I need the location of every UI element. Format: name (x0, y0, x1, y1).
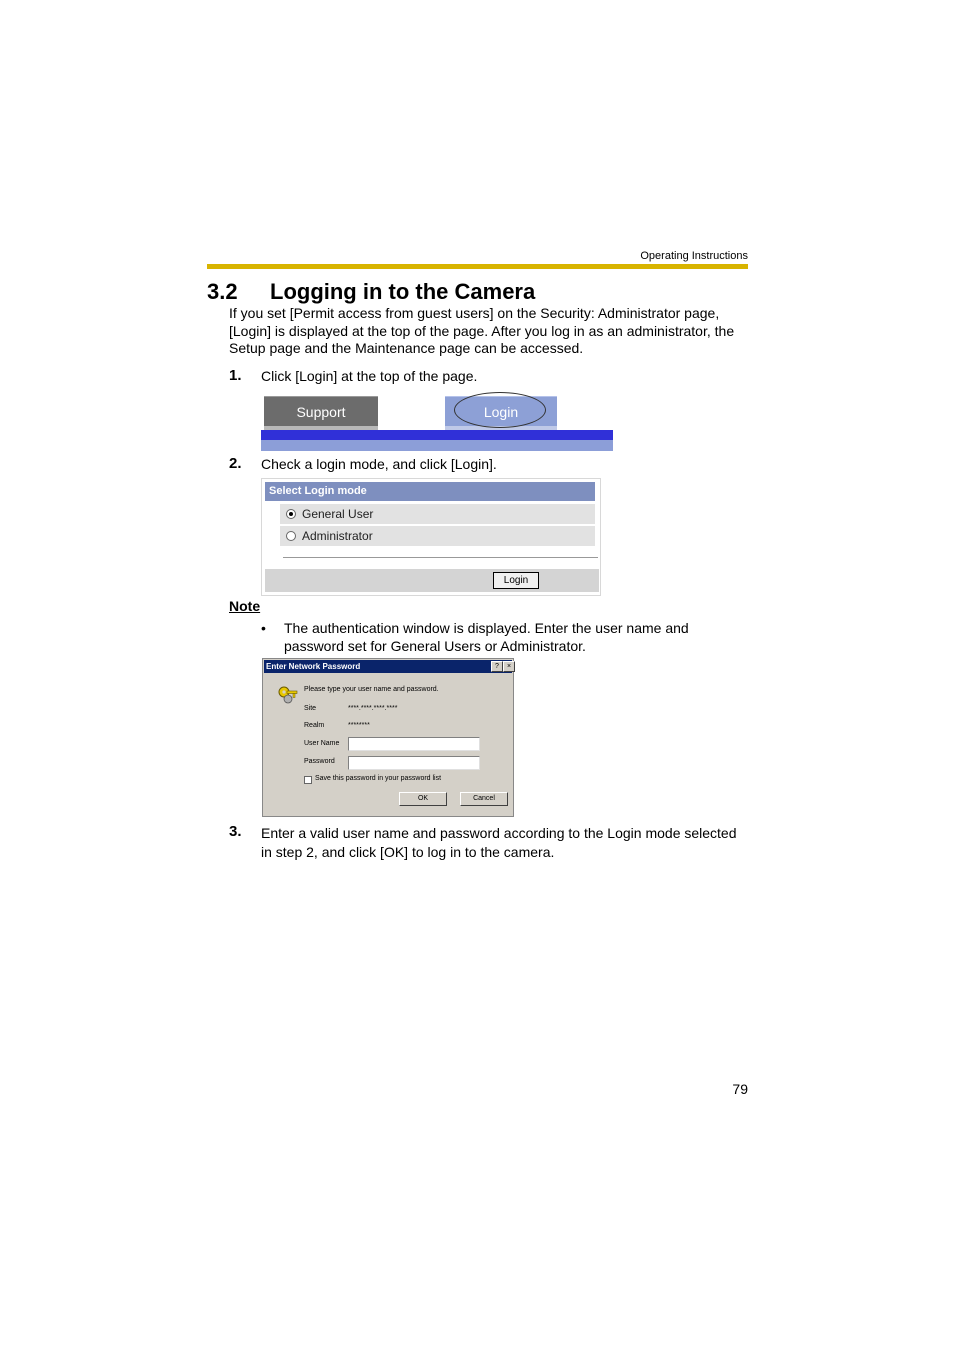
divider (283, 557, 598, 558)
ok-button[interactable]: OK (399, 792, 447, 806)
login-mode-heading: Select Login mode (265, 482, 595, 501)
highlight-circle (454, 392, 546, 428)
section-title: Logging in to the Camera (270, 279, 536, 304)
save-password-label: Save this password in your password list (315, 775, 442, 782)
note-title: Note (229, 598, 261, 614)
option-administrator[interactable] (280, 526, 595, 546)
radio-general-user[interactable] (286, 509, 296, 519)
step-1-text: Click [Login] at the top of the page. (261, 368, 478, 384)
option-label: Administrator (302, 529, 373, 543)
password-label: Password (304, 758, 335, 765)
user-name-label: User Name (304, 740, 340, 747)
realm-value: ******** (348, 722, 370, 729)
step-2-number: 2. (229, 455, 242, 472)
step-3-text: Enter a valid user name and password according to the Login mode selected in step 2, and click [OK] to log in to the camera. (261, 825, 737, 860)
login-button[interactable]: Login (493, 572, 539, 589)
login-mode-footer (265, 569, 599, 592)
password-input[interactable] (348, 756, 480, 770)
step-1-number: 1. (229, 367, 242, 384)
bullet: • (261, 620, 266, 636)
login-mode-screenshot (261, 478, 601, 596)
login-tab[interactable]: Login (445, 396, 557, 427)
nav-bar (261, 430, 613, 440)
intro-paragraph: If you set [Permit access from guest users] on the Security: Administrator page, [Login] is displayed at the top of the page. After you log in as an administrator, the Setup page and the Maintenance page can be accessed. (229, 305, 735, 356)
radio-administrator[interactable] (286, 531, 296, 541)
step-2-text: Check a login mode, and click [Login]. (261, 456, 497, 472)
realm-label: Realm (304, 722, 325, 729)
page-number: 79 (732, 1081, 748, 1097)
network-password-dialog (262, 658, 514, 817)
nav-bar-lower (261, 440, 613, 451)
user-name-input[interactable] (348, 737, 480, 751)
option-general-user[interactable] (280, 504, 595, 524)
key-icon (278, 685, 300, 707)
option-label: General User (302, 507, 374, 521)
site-label: Site (304, 705, 317, 712)
running-header: Operating Instructions (640, 250, 748, 262)
dialog-title: Enter Network Password (264, 660, 512, 673)
help-button[interactable]: ? (491, 661, 503, 672)
site-value: ****.****.****.**** (348, 705, 398, 712)
cancel-button[interactable]: Cancel (460, 792, 508, 806)
nav-screenshot (261, 394, 613, 452)
step-3-number: 3. (229, 823, 242, 840)
save-password-checkbox[interactable] (304, 776, 312, 784)
header-rule (207, 264, 748, 269)
close-button[interactable]: × (503, 661, 515, 672)
dialog-prompt: Please type your user name and password. (304, 686, 439, 693)
note-text: The authentication window is displayed. Enter the user name and password set for General Users or Administrator. (284, 620, 689, 654)
support-tab[interactable]: Support (264, 396, 378, 427)
section-number: 3.2 (207, 279, 238, 304)
